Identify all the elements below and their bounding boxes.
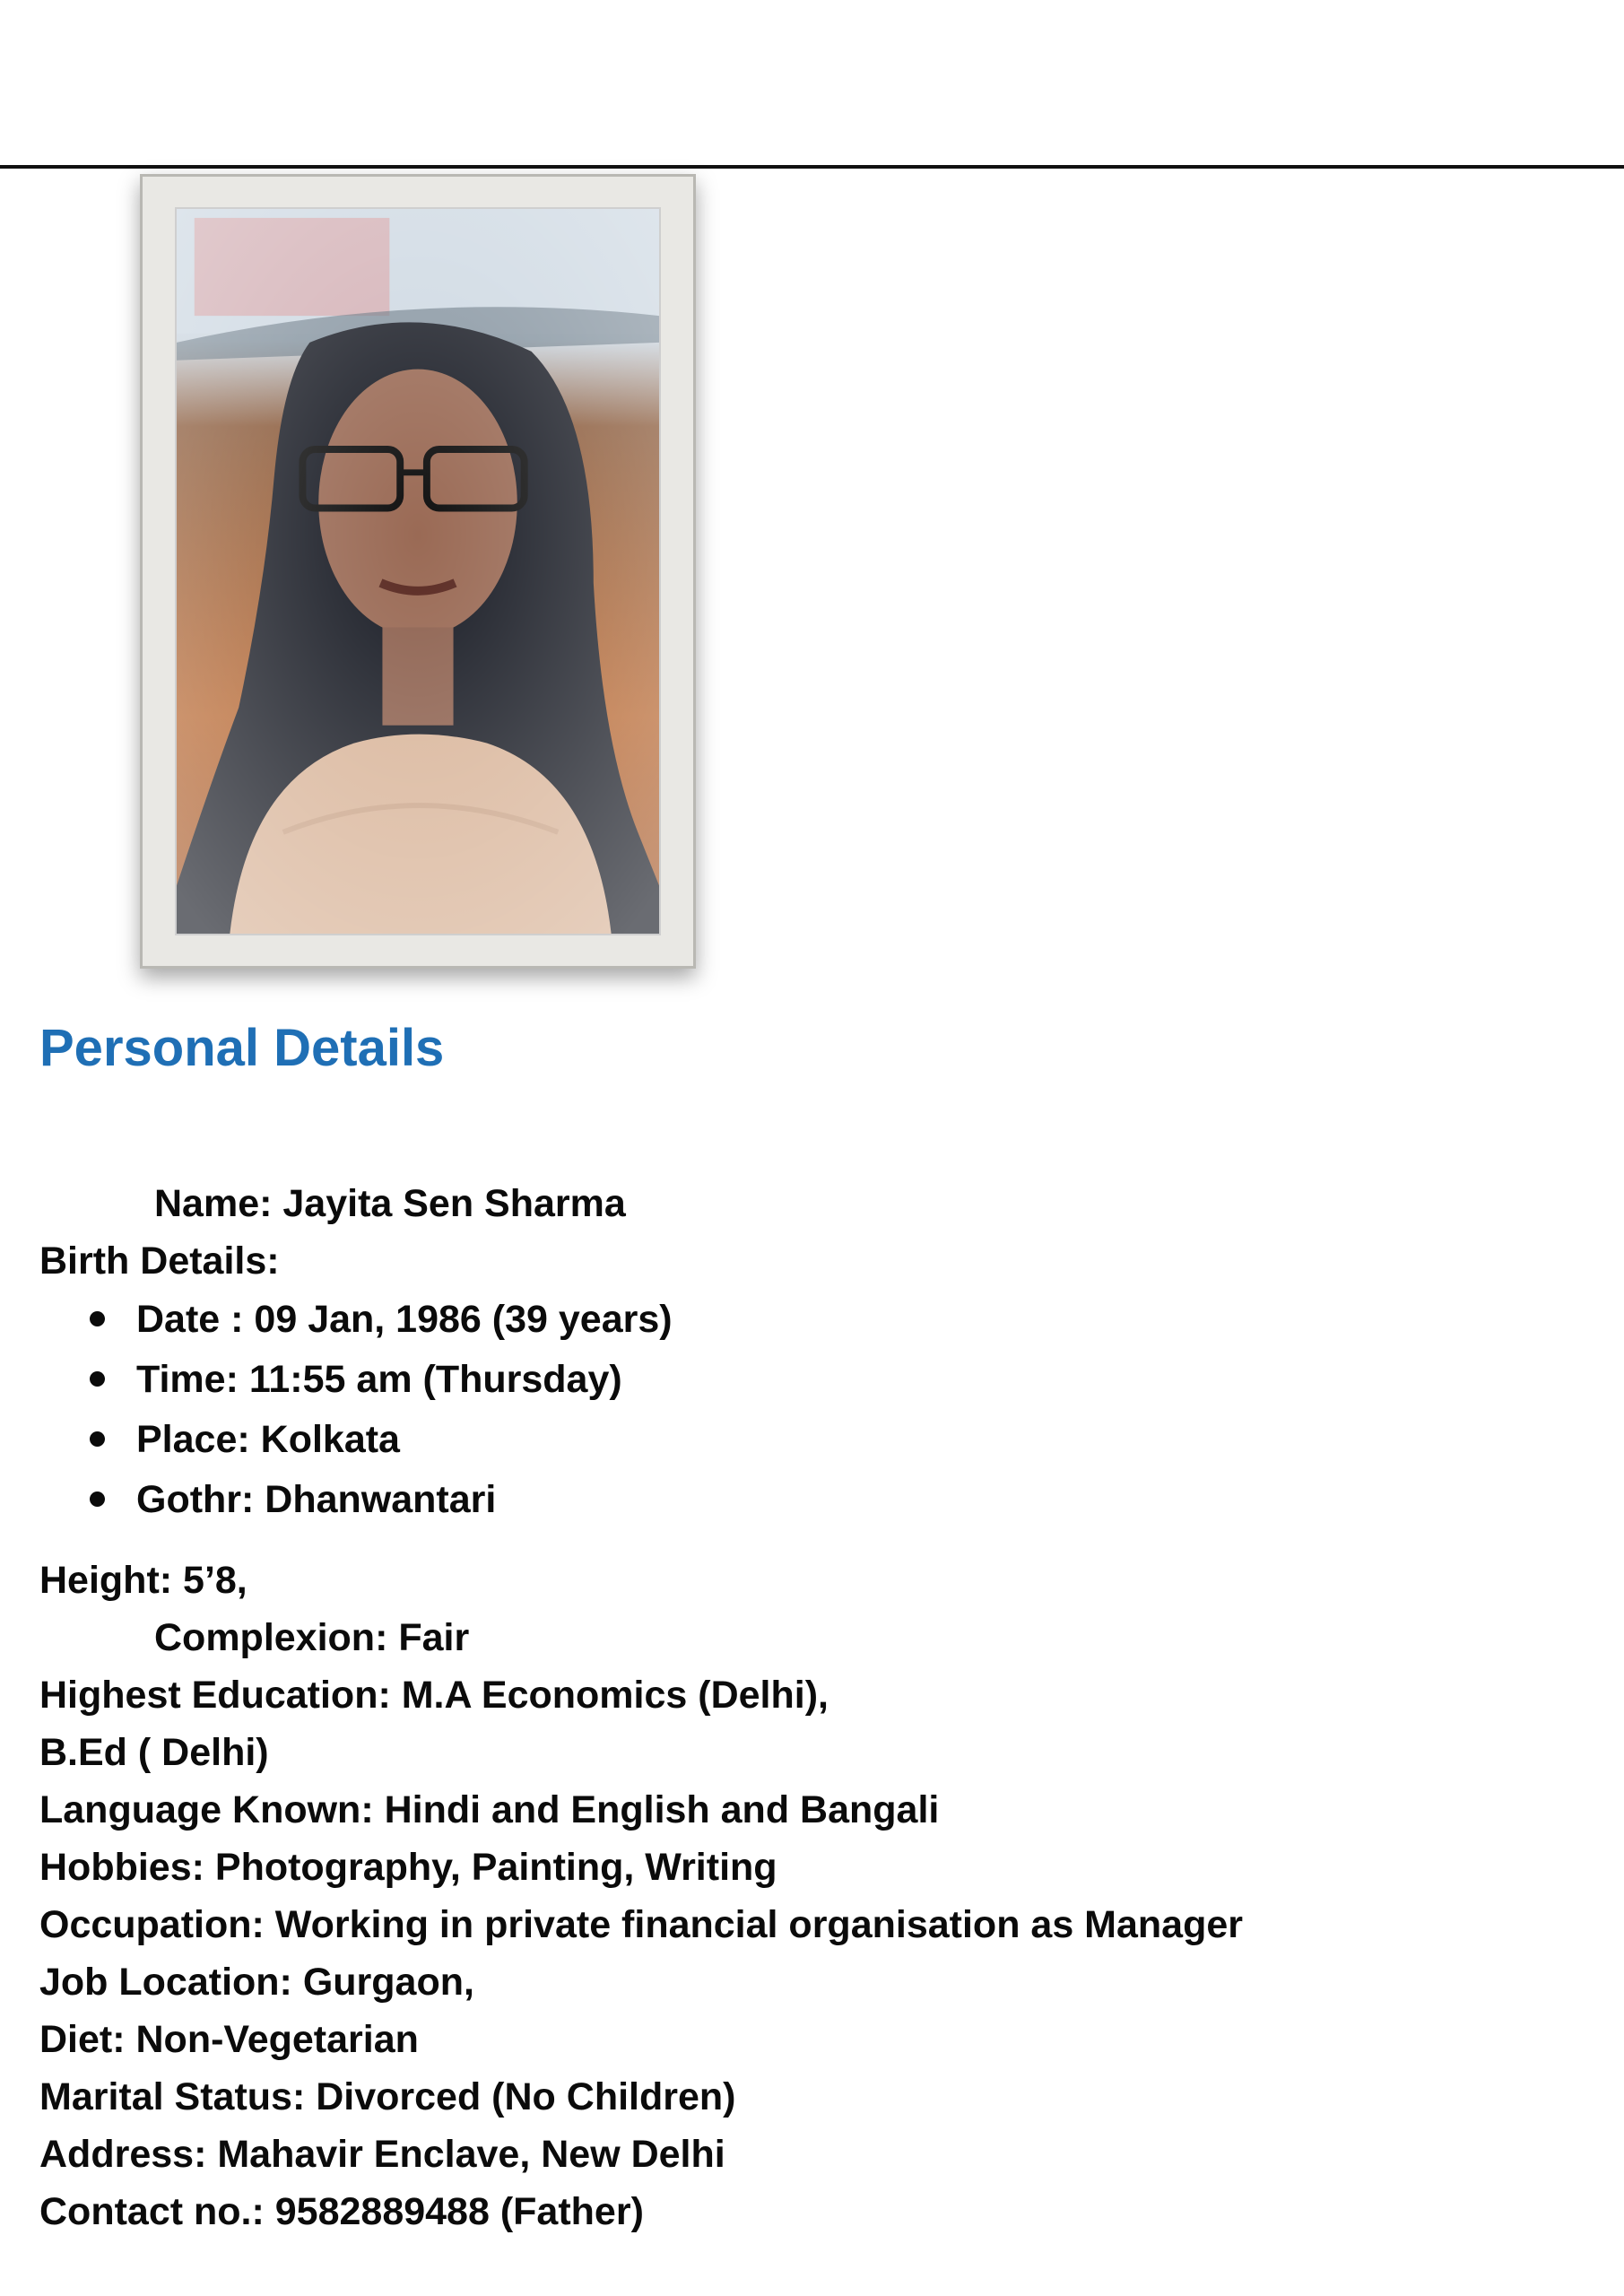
gothr: Gothr: Dhanwantari <box>136 1478 497 1521</box>
diet-field: Diet: Non-Vegetarian <box>39 2018 419 2061</box>
contact-field: Contact no.: 9582889488 (Father) <box>39 2190 644 2233</box>
name-field: Name: Jayita Sen Sharma <box>154 1182 626 1225</box>
top-divider <box>0 165 1624 169</box>
address-field: Address: Mahavir Enclave, New Delhi <box>39 2133 725 2176</box>
bullet-icon <box>90 1492 105 1507</box>
hobbies-field: Hobbies: Photography, Painting, Writing <box>39 1846 777 1889</box>
profile-photo <box>175 207 661 935</box>
marital-status-field: Marital Status: Divorced (No Children) <box>39 2075 736 2118</box>
birth-details-label: Birth Details: <box>39 1239 280 1283</box>
height-field: Height: 5’8, <box>39 1559 248 1602</box>
education-field: Highest Education: M.A Economics (Delhi), <box>39 1674 829 1717</box>
education-field-2: B.Ed ( Delhi) <box>39 1731 269 1774</box>
birth-date: Date : 09 Jan, 1986 (39 years) <box>136 1298 673 1341</box>
profile-photo-frame <box>140 174 696 969</box>
bullet-icon <box>90 1431 105 1447</box>
bullet-icon <box>90 1371 105 1387</box>
birth-place: Place: Kolkata <box>136 1418 400 1461</box>
occupation-field: Occupation: Working in private financial organisation as Manager <box>39 1903 1244 1946</box>
bullet-icon <box>90 1311 105 1326</box>
birth-time: Time: 11:55 am (Thursday) <box>136 1358 622 1401</box>
section-heading: Personal Details <box>39 1019 445 1077</box>
job-location-field: Job Location: Gurgaon, <box>39 1961 474 2004</box>
language-field: Language Known: Hindi and English and Bangali <box>39 1788 940 1831</box>
complexion-field: Complexion: Fair <box>154 1616 470 1659</box>
